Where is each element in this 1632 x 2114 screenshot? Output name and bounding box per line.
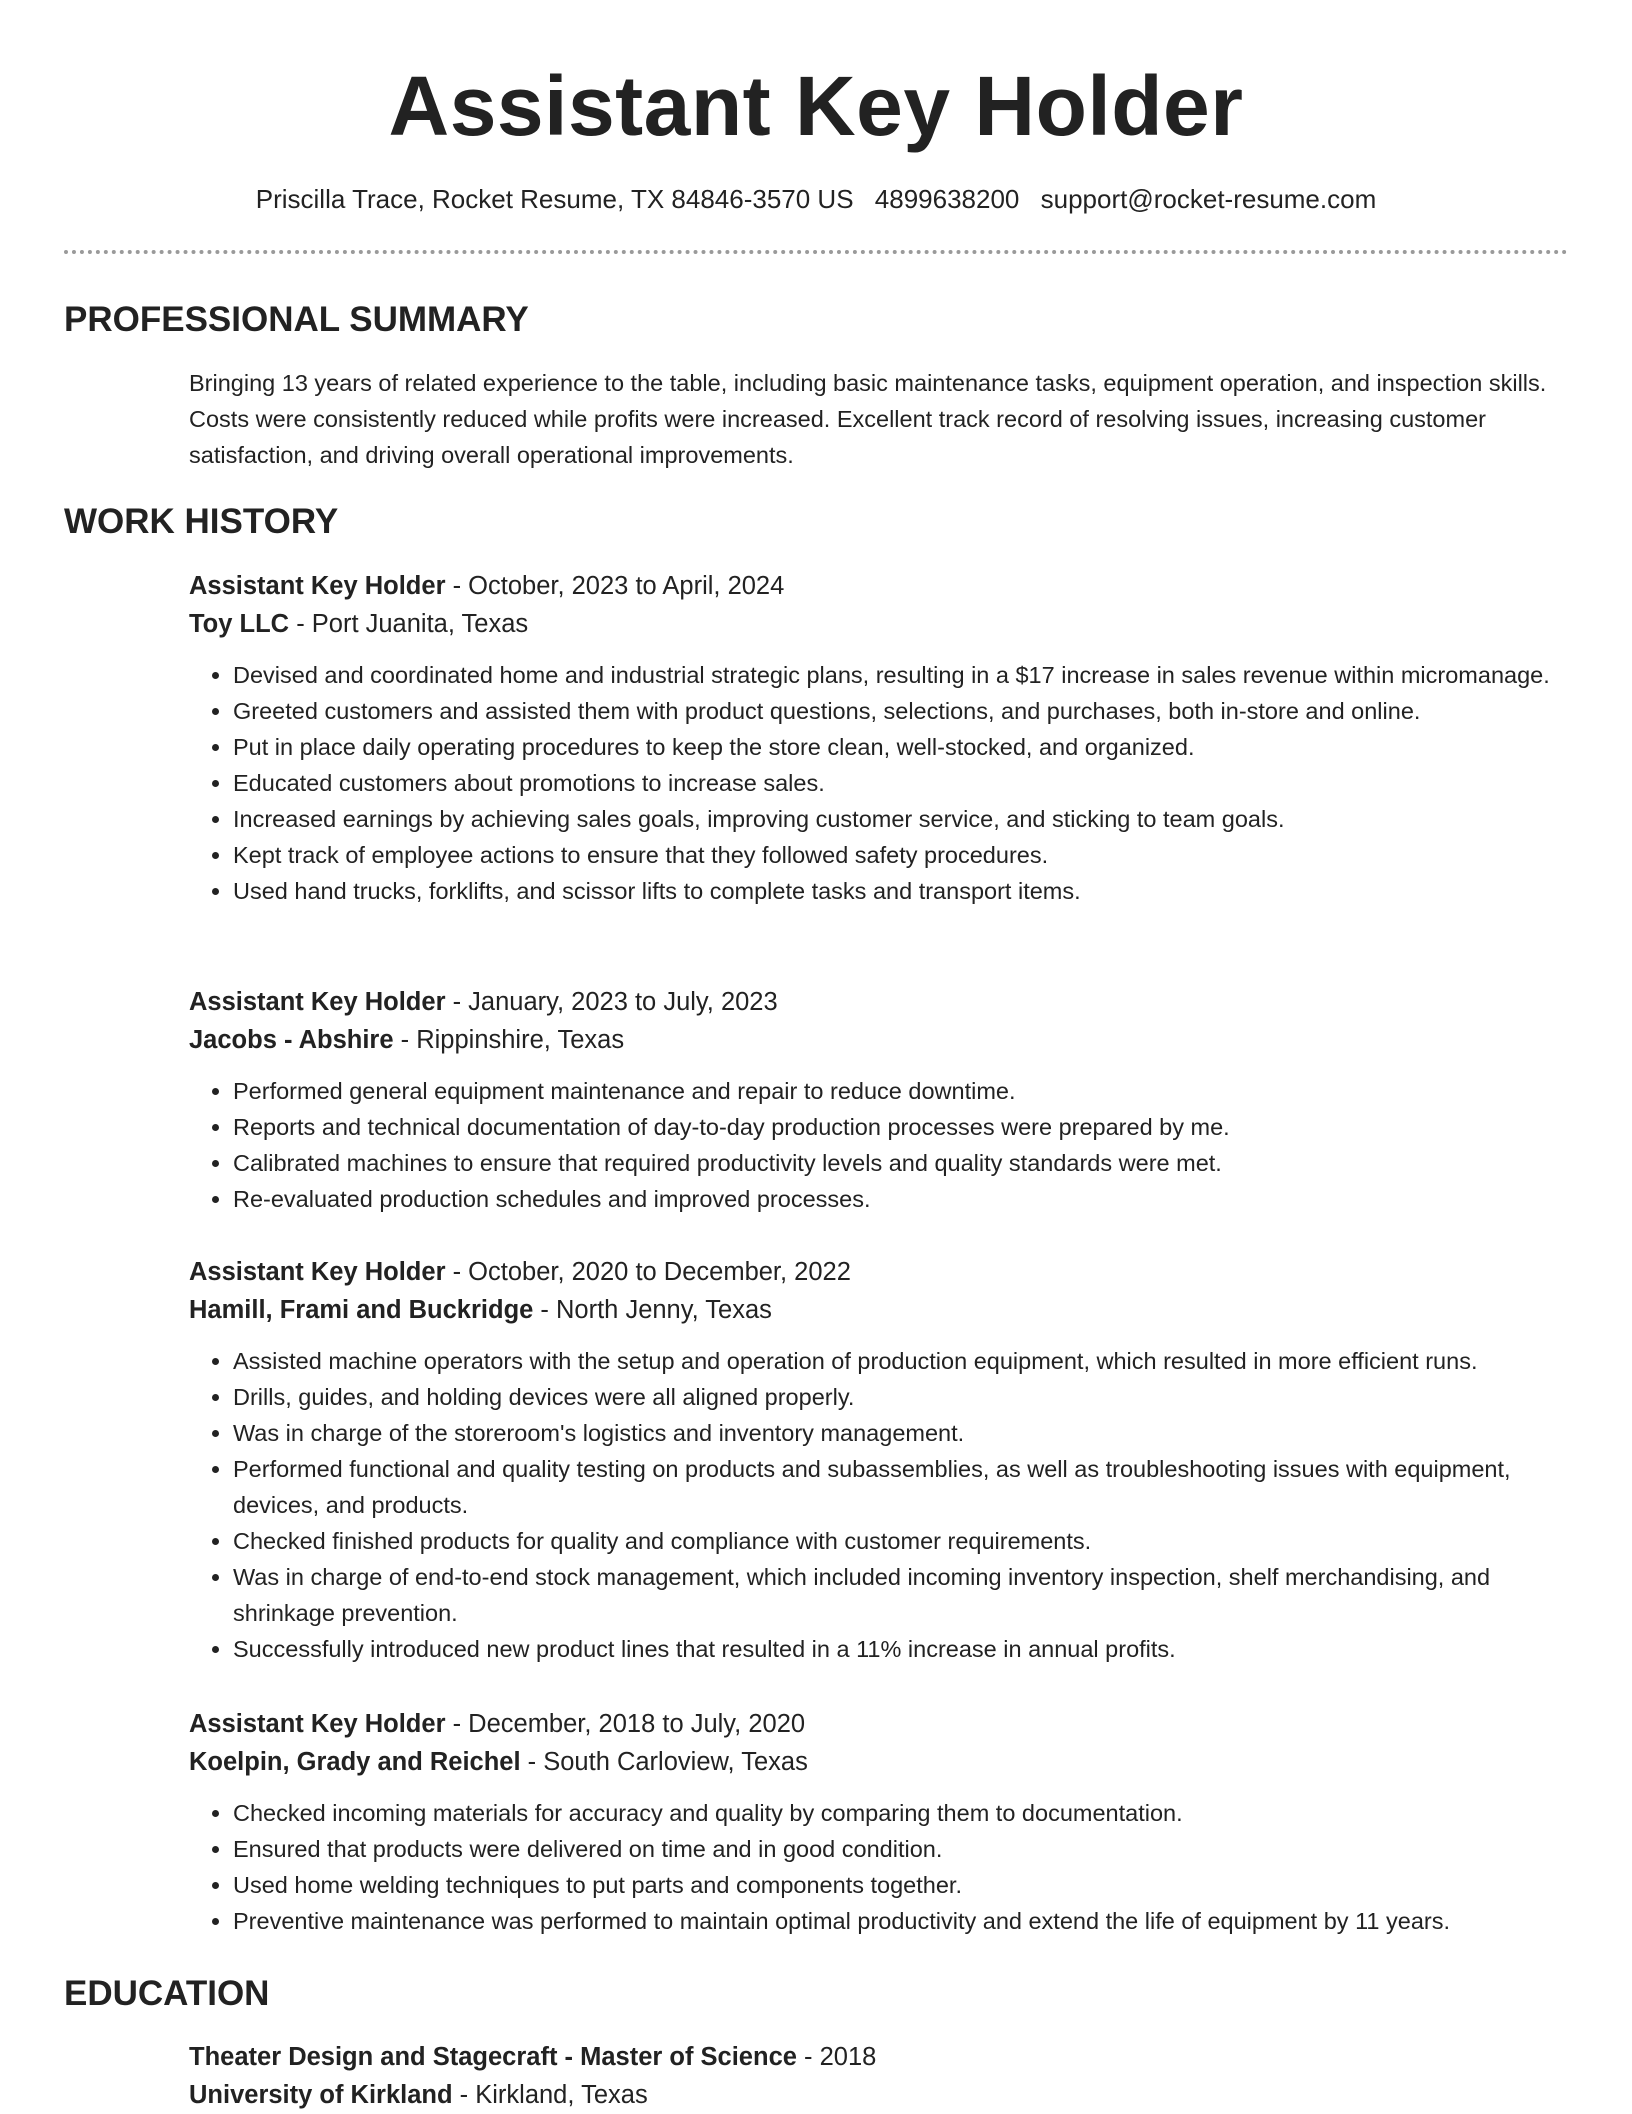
job-company: Koelpin, Grady and Reichel [189, 1748, 521, 1776]
job-bullet: • Calibrated machines to ensure that required productivity levels and quality standards were met. [233, 1145, 1569, 1181]
job-location: - North Jenny, Texas [533, 1296, 772, 1324]
job-entry [189, 567, 1569, 909]
job-bullet: • Checked incoming materials for accuracy and quality by comparing them to documentation. [233, 1795, 1569, 1831]
education-degree: Theater Design and Stagecraft - Master of Science [189, 2043, 797, 2071]
job-title: Assistant Key Holder [189, 988, 446, 1016]
job-bullet: • Ensured that products were delivered on time and in good condition. [233, 1831, 1569, 1867]
job-bullets [189, 1795, 1569, 1939]
job-bullet: • Performed general equipment maintenance and repair to reduce downtime. [233, 1073, 1569, 1109]
job-entry [189, 1705, 1569, 1939]
job-location: - Rippinshire, Texas [393, 1026, 625, 1054]
job-company: Jacobs - Abshire [189, 1026, 394, 1054]
job-bullet: • Greeted customers and assisted them with product questions, selections, and purchases, both in-store and online. [233, 693, 1569, 729]
job-entry [189, 983, 1569, 1217]
header-divider [64, 250, 1568, 254]
education-heading: EDUCATION [64, 1974, 270, 2013]
job-title-line [189, 567, 1569, 605]
job-bullet: • Kept track of employee actions to ensure that they followed safety procedures. [233, 837, 1569, 873]
job-bullet: • Preventive maintenance was performed to maintain optimal productivity and extend the life of equipment by 11 years. [233, 1903, 1569, 1939]
job-bullet: • Increased earnings by achieving sales goals, improving customer service, and sticking to team goals. [233, 801, 1569, 837]
job-dates: - October, 2023 to April, 2024 [445, 572, 785, 600]
contact-address: Priscilla Trace, Rocket Resume, TX 84846-3570 US [255, 184, 854, 214]
job-title-line [189, 1253, 1569, 1291]
job-bullet: • Performed functional and quality testing on products and subassemblies, as well as troubleshooting issues with equipment, devices, and products. [233, 1451, 1569, 1523]
education-year: - 2018 [796, 2043, 877, 2071]
job-company-line [189, 1291, 1569, 1329]
job-location: - South Carloview, Texas [520, 1748, 808, 1776]
job-dates: - December, 2018 to July, 2020 [445, 1710, 806, 1738]
education-location: - Kirkland, Texas [452, 2081, 648, 2109]
education-school-line [189, 2076, 1569, 2114]
job-bullet: • Was in charge of end-to-end stock management, which included incoming inventory inspection, shelf merchandising, and shrinkage prevention. [233, 1559, 1569, 1631]
job-company: Hamill, Frami and Buckridge [189, 1296, 534, 1324]
job-title-line [189, 983, 1569, 1021]
job-dates: - October, 2020 to December, 2022 [445, 1258, 851, 1286]
summary-heading: PROFESSIONAL SUMMARY [64, 300, 529, 339]
job-bullet: • Successfully introduced new product lines that resulted in a 11% increase in annual profits. [233, 1631, 1569, 1667]
job-bullet: • Assisted machine operators with the setup and operation of production equipment, which resulted in more efficient runs. [233, 1343, 1569, 1379]
job-bullet: • Educated customers about promotions to increase sales. [233, 765, 1569, 801]
job-bullet: • Checked finished products for quality and compliance with customer requirements. [233, 1523, 1569, 1559]
job-title: Assistant Key Holder [189, 1258, 446, 1286]
job-bullet: • Reports and technical documentation of day-to-day production processes were prepared by me. [233, 1109, 1569, 1145]
education-school: University of Kirkland [189, 2081, 453, 2109]
job-bullets [189, 657, 1569, 909]
job-bullet: • Re-evaluated production schedules and improved processes. [233, 1181, 1569, 1217]
job-bullet: • Used hand trucks, forklifts, and scissor lifts to complete tasks and transport items. [233, 873, 1569, 909]
job-company-line [189, 1021, 1569, 1059]
job-dates: - January, 2023 to July, 2023 [445, 988, 778, 1016]
job-bullet: • Used home welding techniques to put parts and components together. [233, 1867, 1569, 1903]
job-company-line [189, 1743, 1569, 1781]
job-entry [189, 1253, 1569, 1667]
summary-text: Bringing 13 years of related experience to the table, including basic maintenance tasks, equipment operation, and inspection skills. Costs were consistently reduced while profits were increased. Excellent track record of resolving issues, increasing customer satisfaction, and driving overall operational improvements. [189, 370, 1547, 468]
job-title: Assistant Key Holder [189, 1710, 446, 1738]
contact-email: support@rocket-resume.com [1040, 184, 1377, 214]
job-bullet: • Was in charge of the storeroom's logistics and inventory management. [233, 1415, 1569, 1451]
contact-line [0, 182, 1632, 216]
job-company: Toy LLC [189, 610, 290, 638]
education-degree-line [189, 2038, 1569, 2076]
job-title: Assistant Key Holder [189, 572, 446, 600]
job-bullets [189, 1343, 1569, 1667]
job-bullet: • Devised and coordinated home and industrial strategic plans, resulting in a $17 increase in sales revenue within micromanage. [233, 657, 1569, 693]
job-bullet: • Put in place daily operating procedures to keep the store clean, well-stocked, and organized. [233, 729, 1569, 765]
education-entry [189, 2038, 1569, 2114]
contact-phone: 4899638200 [874, 184, 1020, 214]
job-company-line [189, 605, 1569, 643]
job-bullet: • Drills, guides, and holding devices were all aligned properly. [233, 1379, 1569, 1415]
work-history-heading: WORK HISTORY [64, 502, 339, 541]
resume-title: Assistant Key Holder [388, 59, 1244, 153]
job-title-line [189, 1705, 1569, 1743]
job-bullets [189, 1073, 1569, 1217]
job-location: - Port Juanita, Texas [289, 610, 529, 638]
